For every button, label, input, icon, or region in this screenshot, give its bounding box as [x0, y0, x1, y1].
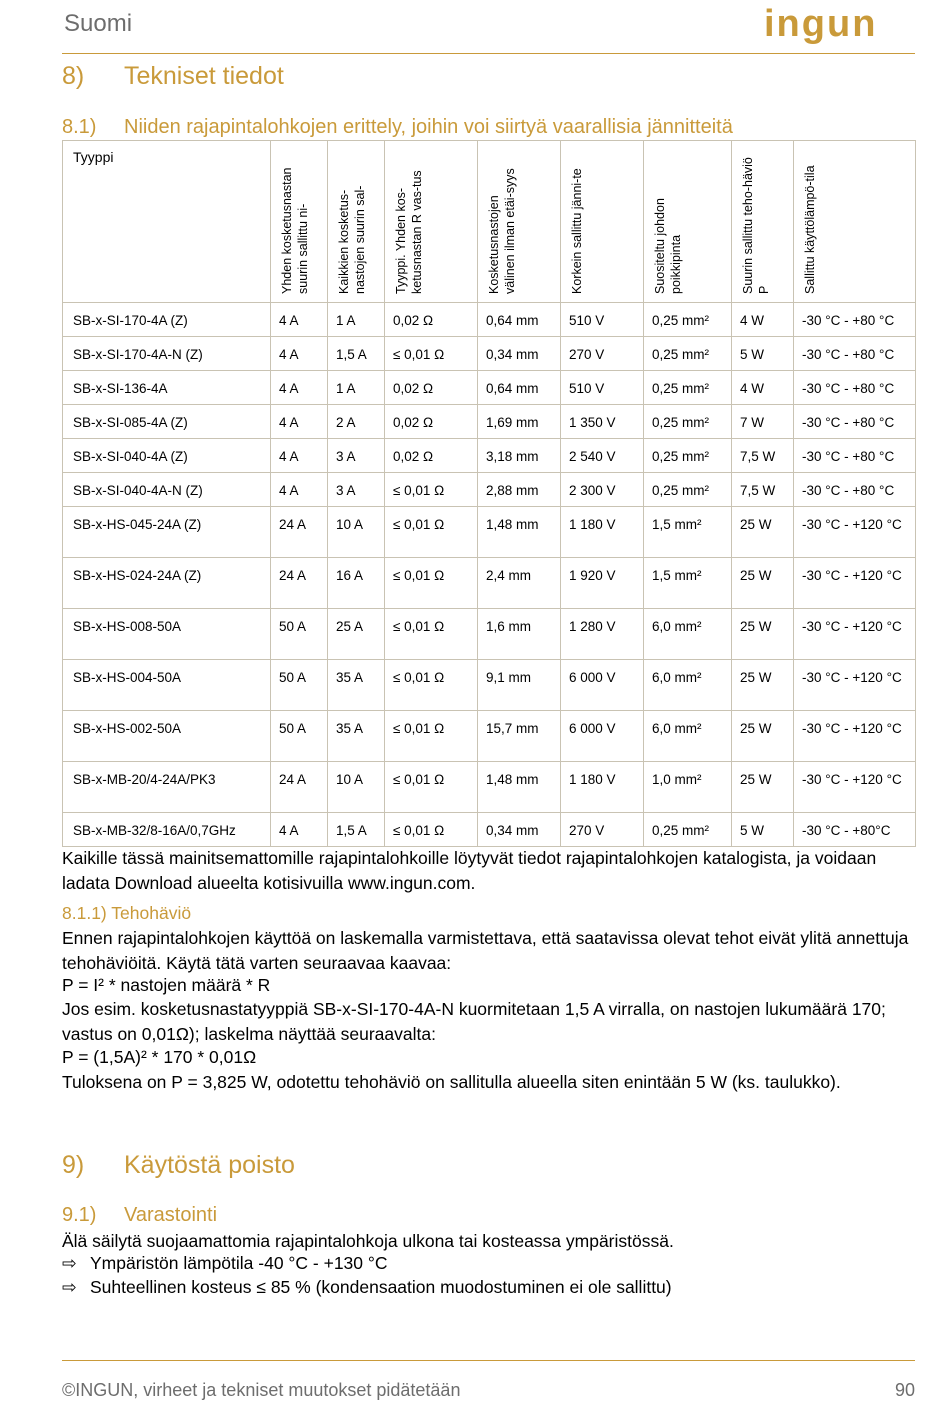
section-9-1-heading — [62, 1204, 217, 1227]
cell-max-voltage: 6 000 V — [561, 660, 644, 711]
cell-power-loss: 7 W — [732, 405, 794, 439]
cell-type: SB-x-HS-024-24A (Z) — [63, 558, 271, 609]
cell-wire-cross-section: 6,0 mm² — [644, 609, 732, 660]
cell-wire-cross-section: 1,0 mm² — [644, 762, 732, 813]
cell-air-gap: 1,48 mm — [478, 762, 561, 813]
table-row — [63, 473, 916, 507]
cell-max-current-all: 1,5 A — [328, 337, 385, 371]
cell-power-loss: 25 W — [732, 711, 794, 762]
cell-resistance: ≤ 0,01 Ω — [385, 813, 478, 847]
cell-air-gap: 3,18 mm — [478, 439, 561, 473]
cell-temperature: -30 °C - +80 °C — [794, 473, 916, 507]
header-type: Tyyppi — [63, 141, 271, 303]
cell-max-current-pin: 4 A — [271, 813, 328, 847]
cell-max-current-pin: 50 A — [271, 609, 328, 660]
cell-power-loss: 25 W — [732, 762, 794, 813]
cell-max-voltage: 1 920 V — [561, 558, 644, 609]
section-8-1-1-heading — [62, 903, 191, 924]
section-title: Niiden rajapintalohkojen erittely, joihin voi siirtyä vaarallisia jännitteitä — [124, 116, 733, 138]
cell-power-loss: 4 W — [732, 303, 794, 337]
cell-wire-cross-section: 0,25 mm² — [644, 371, 732, 405]
cell-max-current-pin: 4 A — [271, 405, 328, 439]
header-wire-cross-section: Suositeltu johdon poikkipinta — [644, 141, 732, 303]
cell-wire-cross-section: 0,25 mm² — [644, 405, 732, 439]
table-row — [63, 439, 916, 473]
storage-intro: Älä säilytä suojaamattomia rajapintalohkoja ulkona tai kosteassa ympäristössä. — [62, 1231, 674, 1251]
cell-power-loss: 25 W — [732, 609, 794, 660]
power-calculation: P = (1,5A)² * 170 * 0,01Ω — [62, 1047, 257, 1067]
table-body — [63, 303, 916, 847]
section-8-heading — [62, 62, 284, 91]
section-number: 8.1) — [62, 116, 97, 138]
section-number: 8.1.1) — [62, 903, 107, 923]
header-resistance: Tyyppi. Yhden kos-ketusnastan R vas-tus — [385, 141, 478, 303]
power-formula: P = I² * nastojen määrä * R — [62, 975, 271, 995]
catalog-note: Kaikille tässä mainitsemattomille rajapintalohkoille löytyvät tiedot rajapintalohkojen katalogista, ja voidaan ladata Download alueelta kotisivuilla www.ingun.com. — [62, 848, 877, 893]
cell-max-current-all: 2 A — [328, 405, 385, 439]
table-row — [63, 660, 916, 711]
cell-max-voltage: 270 V — [561, 337, 644, 371]
table-row — [63, 609, 916, 660]
section-8-1-heading — [62, 116, 733, 139]
table-row — [63, 762, 916, 813]
table-row — [63, 711, 916, 762]
power-intro: Ennen rajapintalohkojen käyttöä on laskemalla varmistettava, että saatavissa olevat tehot eivät ylitä annettuja tehohäviöitä. Käytä tätä varten seuraavaa kaavaa: — [62, 928, 909, 973]
cell-wire-cross-section: 6,0 mm² — [644, 711, 732, 762]
cell-max-voltage: 6 000 V — [561, 711, 644, 762]
header-max-current-all: Kaikkien kosketus-nastojen suurin sal- — [328, 141, 385, 303]
header-power-loss: Suurin sallittu teho-häviö P — [732, 141, 794, 303]
cell-max-current-pin: 4 A — [271, 439, 328, 473]
cell-max-current-pin: 4 A — [271, 371, 328, 405]
specs-table — [62, 140, 916, 847]
cell-power-loss: 7,5 W — [732, 473, 794, 507]
cell-temperature: -30 °C - +80 °C — [794, 371, 916, 405]
cell-air-gap: 0,64 mm — [478, 303, 561, 337]
cell-wire-cross-section: 1,5 mm² — [644, 507, 732, 558]
cell-max-current-pin: 24 A — [271, 558, 328, 609]
cell-wire-cross-section: 0,25 mm² — [644, 337, 732, 371]
cell-wire-cross-section: 0,25 mm² — [644, 473, 732, 507]
table-header-row — [63, 141, 916, 303]
cell-max-current-all: 25 A — [328, 609, 385, 660]
cell-type: SB-x-SI-170-4A (Z) — [63, 303, 271, 337]
cell-wire-cross-section: 0,25 mm² — [644, 439, 732, 473]
cell-wire-cross-section: 0,25 mm² — [644, 303, 732, 337]
cell-air-gap: 15,7 mm — [478, 711, 561, 762]
cell-max-current-pin: 4 A — [271, 303, 328, 337]
cell-max-current-pin: 4 A — [271, 337, 328, 371]
cell-air-gap: 0,34 mm — [478, 337, 561, 371]
header-temperature: Sallittu käyttölämpö-tila — [794, 141, 916, 303]
cell-max-voltage: 1 350 V — [561, 405, 644, 439]
cell-power-loss: 5 W — [732, 337, 794, 371]
cell-max-voltage: 510 V — [561, 371, 644, 405]
cell-wire-cross-section: 1,5 mm² — [644, 558, 732, 609]
storage-bullet — [62, 1253, 388, 1274]
cell-resistance: ≤ 0,01 Ω — [385, 337, 478, 371]
cell-max-current-all: 1 A — [328, 371, 385, 405]
section-number: 9) — [62, 1151, 85, 1179]
language-label: Suomi — [64, 10, 133, 37]
cell-type: SB-x-HS-045-24A (Z) — [63, 507, 271, 558]
cell-max-voltage: 270 V — [561, 813, 644, 847]
arrow-right-icon: ⇨ — [62, 1253, 77, 1273]
cell-resistance: ≤ 0,01 Ω — [385, 711, 478, 762]
cell-type: SB-x-HS-002-50A — [63, 711, 271, 762]
cell-power-loss: 7,5 W — [732, 439, 794, 473]
cell-max-current-all: 10 A — [328, 507, 385, 558]
cell-type: SB-x-MB-32/8-16A/0,7GHz — [63, 813, 271, 847]
cell-resistance: ≤ 0,01 Ω — [385, 660, 478, 711]
cell-max-current-all: 3 A — [328, 439, 385, 473]
cell-resistance: 0,02 Ω — [385, 303, 478, 337]
cell-power-loss: 25 W — [732, 507, 794, 558]
table-row — [63, 405, 916, 439]
table-row — [63, 303, 916, 337]
table-row — [63, 558, 916, 609]
cell-air-gap: 2,4 mm — [478, 558, 561, 609]
power-result: Tuloksena on P = 3,825 W, odotettu tehohäviö on sallitulla alueella siten enintään 5 W (ks. taulukko). — [62, 1072, 841, 1092]
arrow-right-icon: ⇨ — [62, 1277, 77, 1297]
cell-max-current-pin: 24 A — [271, 507, 328, 558]
cell-max-voltage: 510 V — [561, 303, 644, 337]
cell-air-gap: 0,34 mm — [478, 813, 561, 847]
footer-divider — [62, 1360, 915, 1361]
section-title: Käytöstä poisto — [124, 1151, 295, 1179]
cell-max-voltage: 1 180 V — [561, 762, 644, 813]
cell-wire-cross-section: 0,25 mm² — [644, 813, 732, 847]
footer-copyright: ©INGUN, virheet ja tekniset muutokset pidätetään — [62, 1380, 461, 1400]
cell-max-voltage: 1 180 V — [561, 507, 644, 558]
cell-power-loss: 25 W — [732, 558, 794, 609]
cell-max-current-all: 3 A — [328, 473, 385, 507]
section-title: Tehohäviö — [111, 903, 192, 923]
cell-air-gap: 1,48 mm — [478, 507, 561, 558]
section-title: Varastointi — [124, 1204, 218, 1226]
bullet-text: Ympäristön lämpötila -40 °C - +130 °C — [90, 1253, 388, 1273]
section-9-heading — [62, 1151, 295, 1180]
cell-temperature: -30 °C - +80°C — [794, 813, 916, 847]
cell-temperature: -30 °C - +120 °C — [794, 762, 916, 813]
cell-temperature: -30 °C - +120 °C — [794, 660, 916, 711]
header-max-voltage: Korkein sallittu jänni-te — [561, 141, 644, 303]
logo-text: ingun — [764, 6, 878, 45]
cell-resistance: 0,02 Ω — [385, 371, 478, 405]
cell-max-current-all: 1,5 A — [328, 813, 385, 847]
cell-max-current-all: 10 A — [328, 762, 385, 813]
cell-air-gap: 9,1 mm — [478, 660, 561, 711]
cell-type: SB-x-MB-20/4-24A/PK3 — [63, 762, 271, 813]
cell-power-loss: 5 W — [732, 813, 794, 847]
cell-type: SB-x-HS-004-50A — [63, 660, 271, 711]
cell-max-current-pin: 4 A — [271, 473, 328, 507]
cell-max-current-all: 35 A — [328, 711, 385, 762]
cell-temperature: -30 °C - +120 °C — [794, 711, 916, 762]
cell-max-current-pin: 50 A — [271, 660, 328, 711]
table-row — [63, 337, 916, 371]
cell-max-current-all: 1 A — [328, 303, 385, 337]
table-row — [63, 371, 916, 405]
cell-resistance: 0,02 Ω — [385, 439, 478, 473]
cell-air-gap: 2,88 mm — [478, 473, 561, 507]
cell-max-current-pin: 24 A — [271, 762, 328, 813]
cell-wire-cross-section: 6,0 mm² — [644, 660, 732, 711]
cell-resistance: ≤ 0,01 Ω — [385, 609, 478, 660]
cell-type: SB-x-HS-008-50A — [63, 609, 271, 660]
storage-bullet — [62, 1277, 672, 1298]
cell-air-gap: 0,64 mm — [478, 371, 561, 405]
section-number: 9.1) — [62, 1204, 97, 1226]
cell-power-loss: 25 W — [732, 660, 794, 711]
cell-type: SB-x-SI-085-4A (Z) — [63, 405, 271, 439]
section-number: 8) — [62, 62, 85, 90]
cell-temperature: -30 °C - +120 °C — [794, 609, 916, 660]
cell-max-voltage: 2 300 V — [561, 473, 644, 507]
cell-type: SB-x-SI-040-4A-N (Z) — [63, 473, 271, 507]
cell-temperature: -30 °C - +80 °C — [794, 405, 916, 439]
cell-max-current-pin: 50 A — [271, 711, 328, 762]
cell-temperature: -30 °C - +120 °C — [794, 507, 916, 558]
cell-resistance: ≤ 0,01 Ω — [385, 507, 478, 558]
cell-resistance: ≤ 0,01 Ω — [385, 762, 478, 813]
cell-air-gap: 1,6 mm — [478, 609, 561, 660]
cell-temperature: -30 °C - +80 °C — [794, 439, 916, 473]
power-example: Jos esim. kosketusnastatyyppiä SB-x-SI-170-4A-N kuormitetaan 1,5 A virralla, on nastojen lukumäärä 170; vastus on 0,01Ω); laskelma näyttää seuraavalta: — [62, 999, 886, 1044]
cell-resistance: ≤ 0,01 Ω — [385, 473, 478, 507]
cell-temperature: -30 °C - +120 °C — [794, 558, 916, 609]
bullet-text: Suhteellinen kosteus ≤ 85 % (kondensaation muodostuminen ei ole sallittu) — [90, 1277, 672, 1297]
cell-max-current-all: 35 A — [328, 660, 385, 711]
cell-max-current-all: 16 A — [328, 558, 385, 609]
header-divider — [62, 53, 915, 54]
cell-max-voltage: 2 540 V — [561, 439, 644, 473]
cell-air-gap: 1,69 mm — [478, 405, 561, 439]
cell-temperature: -30 °C - +80 °C — [794, 303, 916, 337]
cell-temperature: -30 °C - +80 °C — [794, 337, 916, 371]
table-row — [63, 507, 916, 558]
section-title: Tekniset tiedot — [124, 62, 284, 90]
cell-power-loss: 4 W — [732, 371, 794, 405]
cell-max-voltage: 1 280 V — [561, 609, 644, 660]
cell-type: SB-x-SI-136-4A — [63, 371, 271, 405]
cell-resistance: 0,02 Ω — [385, 405, 478, 439]
table-row — [63, 813, 916, 847]
cell-type: SB-x-SI-040-4A (Z) — [63, 439, 271, 473]
cell-resistance: ≤ 0,01 Ω — [385, 558, 478, 609]
cell-type: SB-x-SI-170-4A-N (Z) — [63, 337, 271, 371]
ingun-logo — [764, 6, 916, 46]
page-number: 90 — [894, 1380, 915, 1400]
header-air-gap: Kosketusnastojen välinen ilman etäi-syys — [478, 141, 561, 303]
header-max-current-pin: Yhden kosketusnastan suurin sallittu ni- — [271, 141, 328, 303]
